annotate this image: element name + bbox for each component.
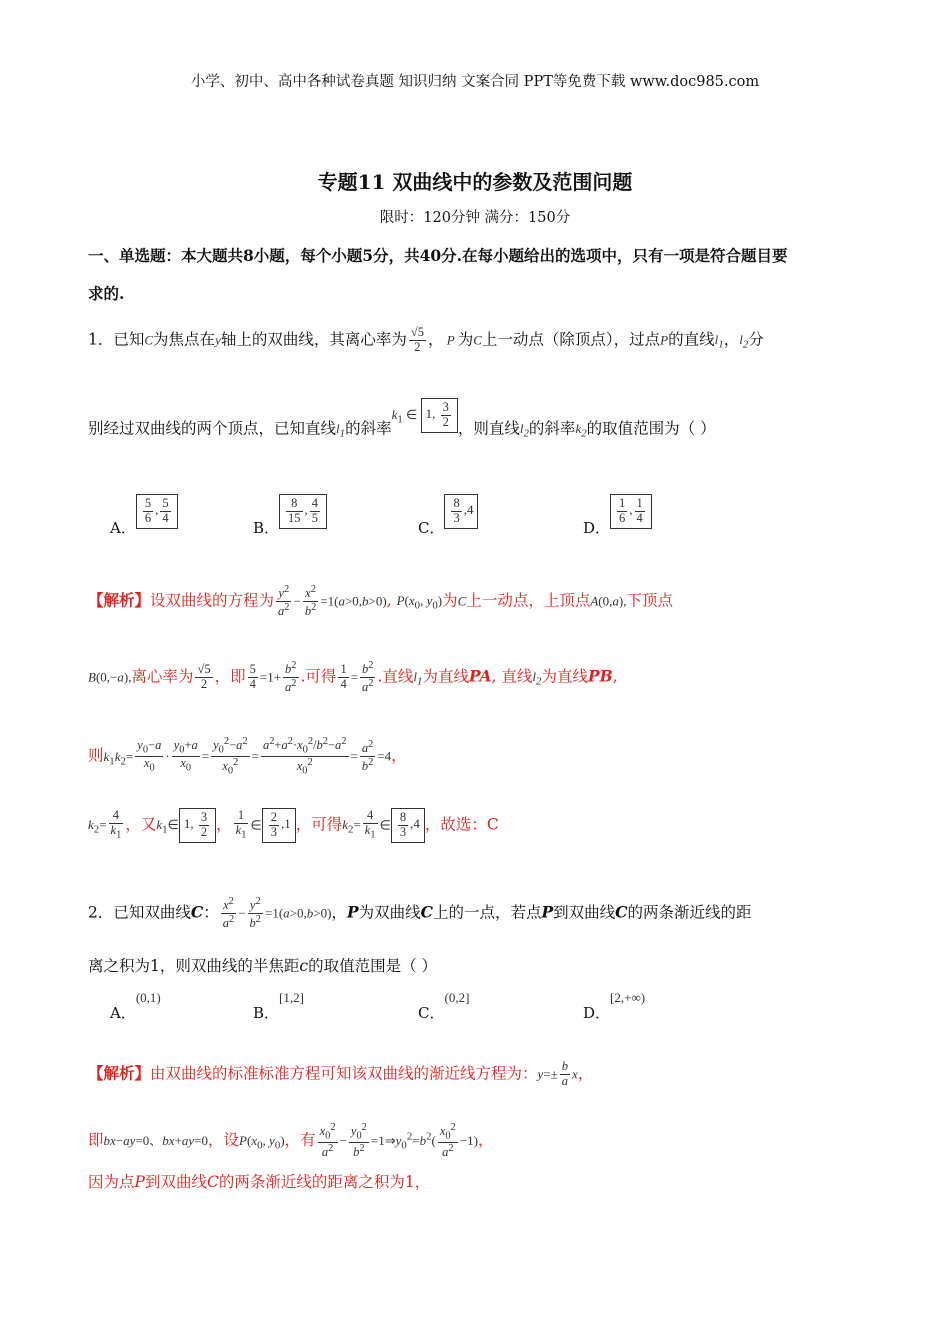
section-heading-line2: 求的. [88, 284, 125, 303]
question-1-option-d[interactable]: D． $\frac{1}{6}$ , $\frac{1}{4}$ [583, 494, 652, 529]
question-1-line2: 别经过双曲线的两个顶点，已知直线$l_1$的斜率$^{k_1 \in}$ 1, $\frac{3}{2}$ ，则直线$l_2$的斜率$k_2$的取值范围为（ ） [88, 400, 716, 440]
solution-1-line3: 则$k_1k_2=$ $\frac{y_0-a}{x_0}$ · $\frac{y_0+a}{x_0}$ = $\frac{y_0^2-a^2}{x_0^2}$ = $\frac{a^2+a^2\cdot x_0^2/b^2-a^2}{x_0^2}$ = $\frac{a^2}{b^2}$ =4， [88, 736, 407, 777]
solution-2-line1: 【解析】由双曲线的标准标准方程可知该双曲线的渐近线方程为：y=± $\frac{b}{a}$ x， [88, 1059, 594, 1088]
question-2-option-a[interactable]: A．(0,1) [110, 990, 161, 1022]
solution-1-line2: B(0,−a),离心率为 $\frac{√5}{2}$ ，即 $\frac{5}{4}$ =1+ $\frac{b^2}{a^2}$ .可得 $\frac{1}{4}$ = $\frac{b^2}{a^2}$ .直线$l_1$为直线PA, 直线$l_2$为直线PB, [88, 660, 618, 695]
question-1-option-b[interactable]: B． $\frac{8}{15}$ , $\frac{4}{5}$ [253, 494, 327, 529]
section-heading-line1: 一、单选题：本大题共8小题，每个小题5分，共40分.在每小题给出的选项中，只有一项是符合题目要 [88, 246, 788, 265]
question-1-option-a[interactable]: A． $\frac{5}{6}$ , $\frac{5}{4}$ [110, 494, 178, 529]
question-2-line1: 2．已知双曲线C： $\frac{x^2}{a^2}$ − $\frac{y^2}{b^2}$ =1(a>0,b>0)，P为双曲线C上的一点，若点P到双曲线C的两条渐近线的距 [88, 896, 752, 931]
question-2-option-d[interactable]: D．[2,+∞) [583, 990, 646, 1022]
solution-1-line1: 【解析】设双曲线的方程为 $\frac{y^2}{a^2}$ − $\frac{x^2}{b^2}$ =1(a>0,b>0), $P(x_0$, $y_0$)为C上一动点，上顶点A(0,a),下顶点 [88, 584, 673, 619]
question-1-option-c[interactable]: C． $\frac{8}{3}$ ,4 [418, 494, 478, 529]
page-subtitle: 限时：120分钟 满分：150分 [379, 210, 571, 226]
solution-1-line4: $k_2=$ $\frac{4}{k_1}$ ，又$k_1\in$ 1, $\frac{3}{2}$ ， $\frac{1}{k_1}$ ∈ $\frac{2}{3}$ ,1 ，可得$k_2=$ $\frac{4}{k_1}$ ∈ $\frac{8}{3}$ ,4 ，故选：C [88, 808, 499, 841]
solution-2-line2: 即bx−ay=0、bx+ay=0，设$P(x_0$, $y_0$)，有 $\frac{x_0^2}{a^2}$ − $\frac{y_0^2}{b^2}$ $=1\Rightarrow y_0^2=b^2$( $\frac{x_0^2}{a^2}$ −1)， [88, 1122, 494, 1160]
question-2-option-b[interactable]: B．[1,2] [253, 990, 304, 1022]
page-title: 专题11 双曲线中的参数及范围问题 [317, 170, 633, 194]
solution-2-line3: 因为点P到双曲线C的两条渐近线的距离之积为1， [88, 1173, 431, 1191]
page-header: 小学、初中、高中各种试卷真题 知识归纳 文案合同 PPT等免费下载 www.doc985.com [190, 74, 760, 90]
question-2-option-c[interactable]: C．(0,2] [418, 990, 470, 1022]
question-1-line1: 1．已知C为焦点在y轴上的双曲线，其离心率为 $\frac{√5}{2}$ ， P 为C上一动点（除顶点），过点P的直线$l_1$，$l_2$分 [88, 325, 764, 354]
question-2-line2: 离之积为1，则双曲线的半焦距c的取值范围是（ ） [88, 957, 437, 975]
